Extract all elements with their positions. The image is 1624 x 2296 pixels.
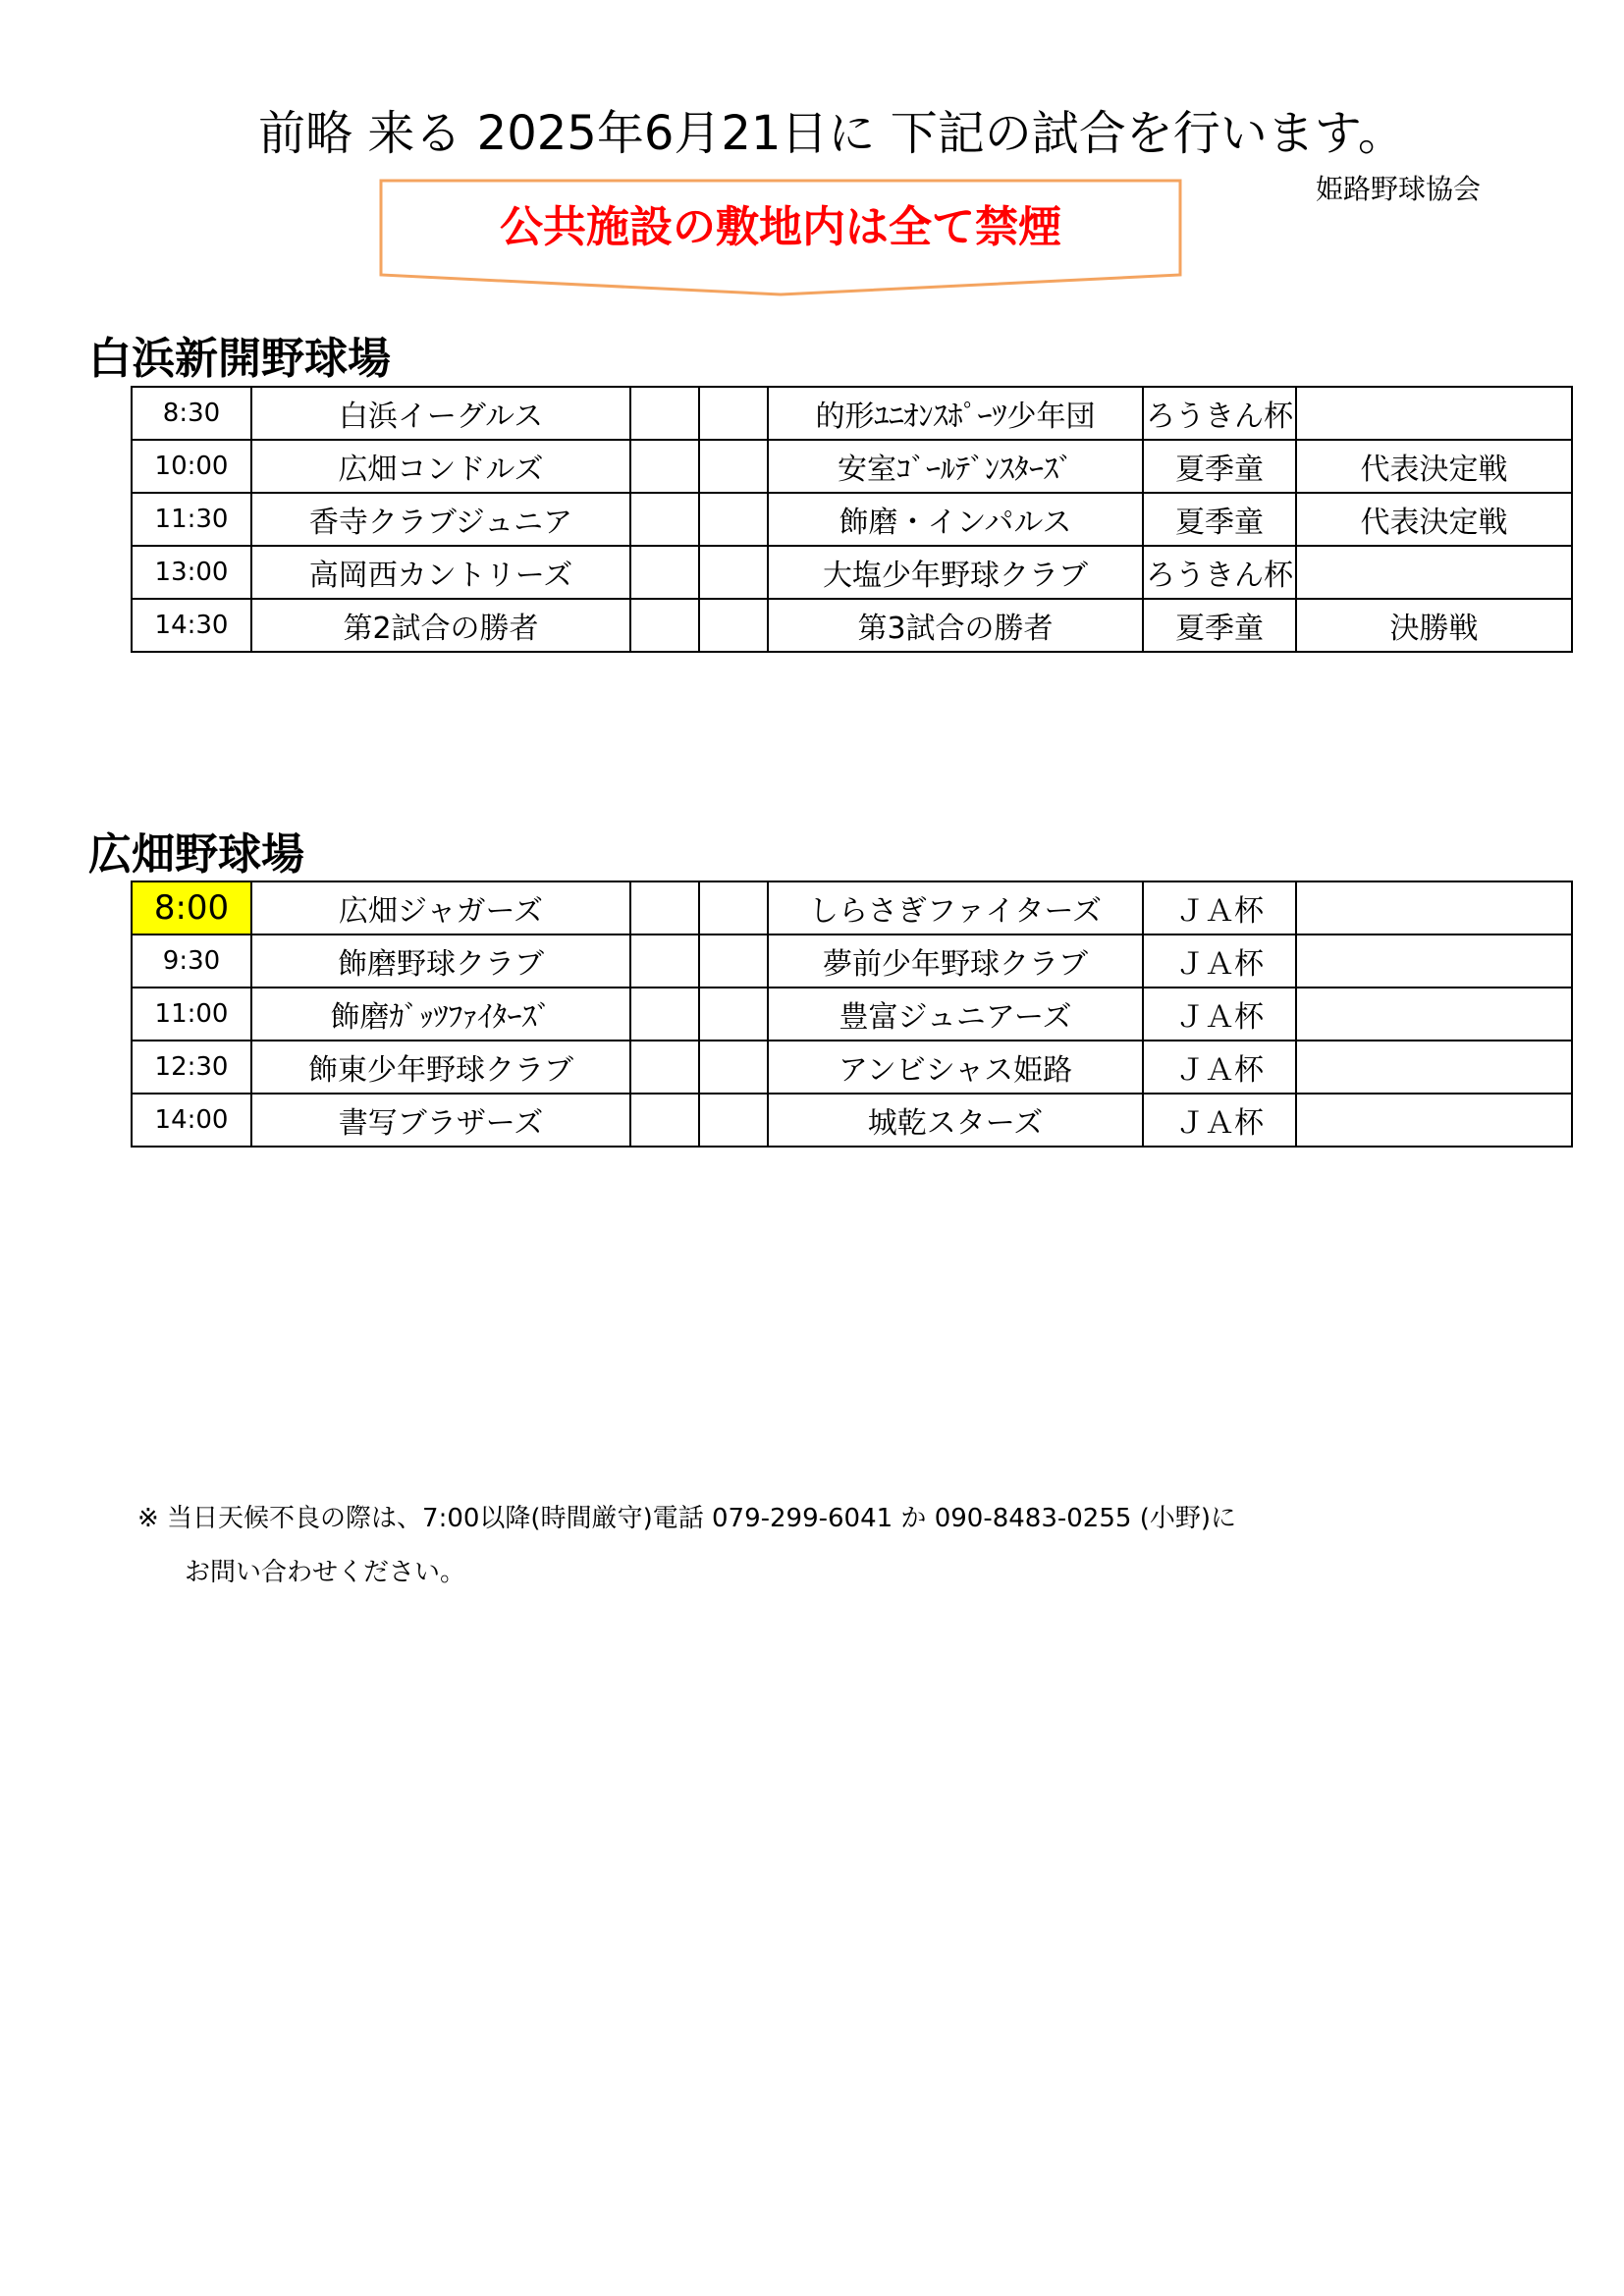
score-away bbox=[699, 493, 768, 546]
score-home bbox=[630, 387, 699, 440]
team-home: 書写ブラザーズ bbox=[251, 1094, 630, 1147]
cup-name: ろうきん杯 bbox=[1143, 546, 1296, 599]
match-time: 11:30 bbox=[132, 493, 251, 546]
score-away bbox=[699, 599, 768, 652]
team-away: 安室ｺﾞｰﾙﾃﾞﾝｽﾀｰｽﾞ bbox=[768, 440, 1143, 493]
match-note: 代表決定戦 bbox=[1296, 493, 1572, 546]
table-row bbox=[132, 934, 1572, 988]
cup-name: ＪＡ杯 bbox=[1143, 1041, 1296, 1094]
score-home bbox=[630, 546, 699, 599]
team-away: アンビシャス姫路 bbox=[768, 1041, 1143, 1094]
weather-contact-note-cont: お問い合わせください。 bbox=[185, 1558, 466, 1587]
table-row bbox=[132, 1041, 1572, 1094]
match-note: 代表決定戦 bbox=[1296, 440, 1572, 493]
team-away: しらさぎファイターズ bbox=[768, 881, 1143, 934]
score-home bbox=[630, 934, 699, 988]
match-note bbox=[1296, 1041, 1572, 1094]
team-away: 飾磨・インパルス bbox=[768, 493, 1143, 546]
schedule-table-shirahama bbox=[131, 386, 1573, 653]
team-home: 広畑コンドルズ bbox=[251, 440, 630, 493]
team-away: 夢前少年野球クラブ bbox=[768, 934, 1143, 988]
match-time: 9:30 bbox=[132, 934, 251, 988]
match-time: 12:30 bbox=[132, 1041, 251, 1094]
match-time: 8:30 bbox=[132, 387, 251, 440]
score-away bbox=[699, 546, 768, 599]
schedule-table-hirohata bbox=[131, 881, 1573, 1148]
team-home: 香寺クラブジュニア bbox=[251, 493, 630, 546]
score-away bbox=[699, 440, 768, 493]
page-headline: 前略 来る 2025年6月21日に 下記の試合を行います。 bbox=[258, 106, 1405, 161]
cup-name: 夏季童 bbox=[1143, 440, 1296, 493]
score-home bbox=[630, 493, 699, 546]
match-note bbox=[1296, 881, 1572, 934]
table-row bbox=[132, 599, 1572, 652]
team-home: 飾磨野球クラブ bbox=[251, 934, 630, 988]
team-away: 大塩少年野球クラブ bbox=[768, 546, 1143, 599]
table-row bbox=[132, 387, 1572, 440]
team-away: 的形ﾕﾆｵﾝｽﾎﾟｰﾂ少年団 bbox=[768, 387, 1143, 440]
match-time-highlighted: 8:00 bbox=[132, 881, 251, 934]
match-time: 14:00 bbox=[132, 1094, 251, 1147]
team-away: 第3試合の勝者 bbox=[768, 599, 1143, 652]
match-note bbox=[1296, 387, 1572, 440]
match-time: 11:00 bbox=[132, 988, 251, 1041]
cup-name: ＪＡ杯 bbox=[1143, 988, 1296, 1041]
team-away: 城乾スターズ bbox=[768, 1094, 1143, 1147]
cup-name: ＪＡ杯 bbox=[1143, 881, 1296, 934]
weather-contact-note: ※ 当日天候不良の際は、7:00以降(時間厳守)電話 079-299-6041 か 090-8483-0255 (小野)に bbox=[137, 1504, 1236, 1533]
match-time: 14:30 bbox=[132, 599, 251, 652]
organizer-name: 姫路野球協会 bbox=[1316, 173, 1482, 205]
venue-title-shirahama: 白浜新開野球場 bbox=[88, 334, 391, 384]
score-away bbox=[699, 387, 768, 440]
cup-name: ＪＡ杯 bbox=[1143, 934, 1296, 988]
no-smoking-banner bbox=[379, 179, 1182, 298]
team-home: 飾東少年野球クラブ bbox=[251, 1041, 630, 1094]
table-row bbox=[132, 493, 1572, 546]
score-away bbox=[699, 1094, 768, 1147]
match-note bbox=[1296, 1094, 1572, 1147]
team-home: 白浜イーグルス bbox=[251, 387, 630, 440]
cup-name: 夏季童 bbox=[1143, 493, 1296, 546]
match-note: 決勝戦 bbox=[1296, 599, 1572, 652]
score-home bbox=[630, 988, 699, 1041]
match-time: 13:00 bbox=[132, 546, 251, 599]
score-away bbox=[699, 934, 768, 988]
score-home bbox=[630, 1041, 699, 1094]
score-home bbox=[630, 881, 699, 934]
team-home: 第2試合の勝者 bbox=[251, 599, 630, 652]
match-time: 10:00 bbox=[132, 440, 251, 493]
match-note bbox=[1296, 546, 1572, 599]
match-note bbox=[1296, 934, 1572, 988]
score-away bbox=[699, 1041, 768, 1094]
score-home bbox=[630, 1094, 699, 1147]
team-away: 豊富ジュニアーズ bbox=[768, 988, 1143, 1041]
team-home: 飾磨ｶﾞｯﾂﾌｧｲﾀｰｽﾞ bbox=[251, 988, 630, 1041]
score-away bbox=[699, 881, 768, 934]
cup-name: 夏季童 bbox=[1143, 599, 1296, 652]
score-away bbox=[699, 988, 768, 1041]
team-home: 高岡西カントリーズ bbox=[251, 546, 630, 599]
table-row bbox=[132, 546, 1572, 599]
table-row bbox=[132, 988, 1572, 1041]
match-note bbox=[1296, 988, 1572, 1041]
venue-title-hirohata: 広畑野球場 bbox=[88, 829, 304, 880]
score-home bbox=[630, 599, 699, 652]
cup-name: ＪＡ杯 bbox=[1143, 1094, 1296, 1147]
banner-text: 公共施設の敷地内は全て禁煙 bbox=[500, 202, 1061, 252]
table-row bbox=[132, 881, 1572, 934]
score-home bbox=[630, 440, 699, 493]
table-row bbox=[132, 1094, 1572, 1147]
table-row bbox=[132, 440, 1572, 493]
cup-name: ろうきん杯 bbox=[1143, 387, 1296, 440]
team-home: 広畑ジャガーズ bbox=[251, 881, 630, 934]
